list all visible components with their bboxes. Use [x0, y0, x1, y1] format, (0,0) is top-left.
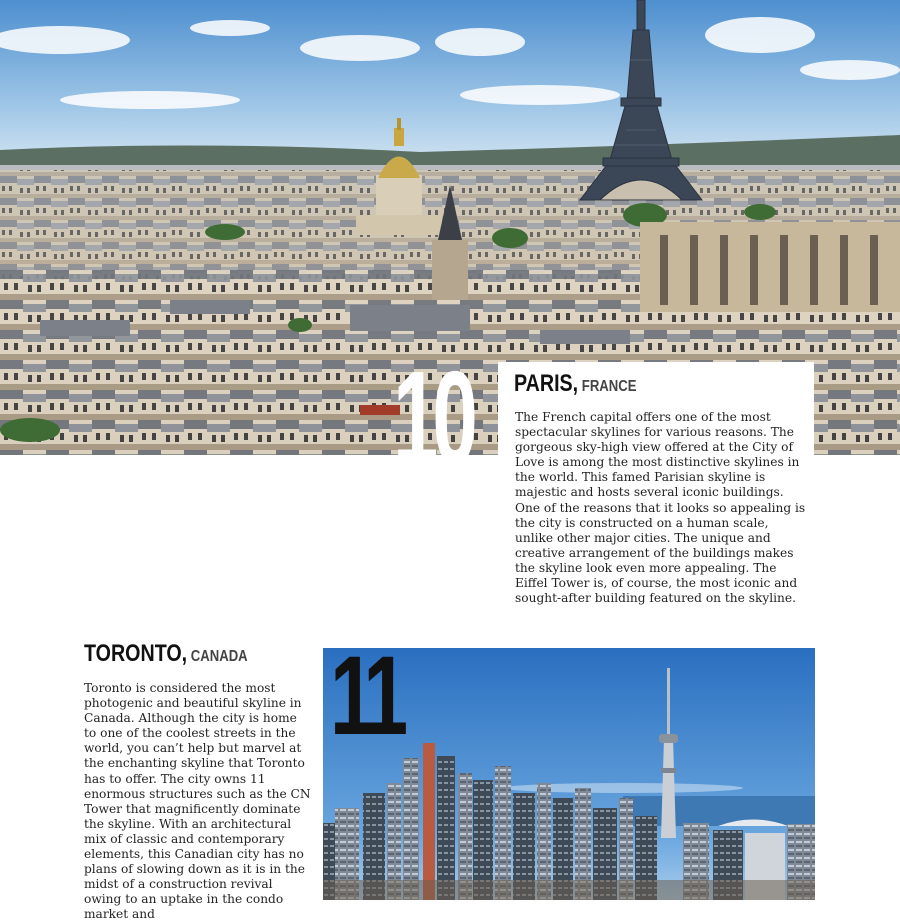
paris-description: The French capital offers one of the most spectacular skylines for various reasons. The gorgeous sky-high view offered at the City of Love is among the most distinctive skylines in the world. This famed Parisian skyline is majestic and hosts several iconic buildings. One of the reasons that it looks so appealing is the city is constructed on a human scale, unlike other major cities. The unique and creative arrangement of the buildings makes the skyline look even more appealing. The Eiffel Tower is, of course, the most iconic and sought-after building featured on the skyline.	[515, 410, 806, 606]
paris-heading	[514, 370, 636, 398]
toronto-heading	[84, 640, 248, 668]
rank-number-paris: 10	[393, 344, 472, 491]
toronto-country-name: CANADA	[190, 648, 248, 665]
paris-country-name: FRANCE	[581, 378, 637, 395]
rank-number-toronto: 11	[330, 633, 401, 758]
toronto-city-name: TORONTO,	[84, 640, 188, 667]
toronto-description: Toronto is considered the most photogenic and beautiful skyline in Canada. Although the city is home to one of the coolest streets in the world, you can’t help but marvel at the enchanting skyline that Toronto has to offer. The city owns 11 enormous structures such as the CN Tower that magnificently dominate the skyline. With an architectural mix of classic and contemporary elements, this Canadian city has no plans of slowing down as it is in the midst of a construction revival owing to an uptake in the condo market and	[84, 681, 311, 922]
paris-city-name: PARIS,	[514, 370, 579, 397]
paris-text-box	[498, 362, 814, 607]
